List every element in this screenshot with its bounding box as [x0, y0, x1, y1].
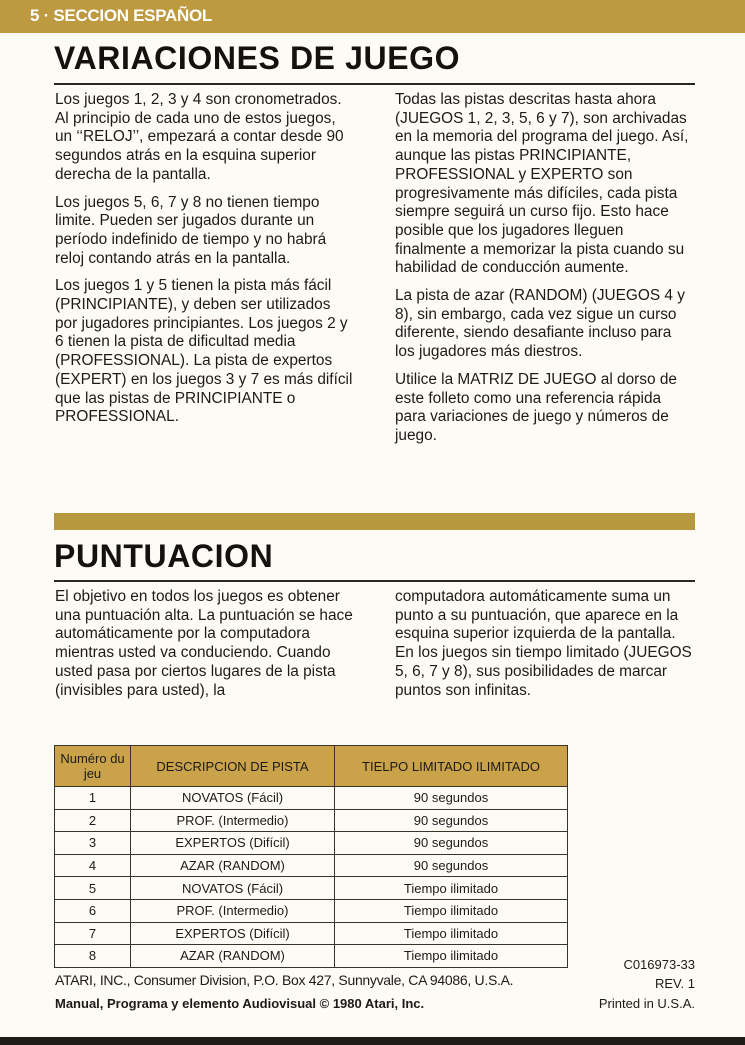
paragraph: computadora automáticamente suma un punto a su puntuación, que aparece en la esquina superior izquierda de la pantalla. En los juegos sin tiempo limitado (JUEGOS 5, 6, 7 y 8), sus posibilidades de marcar puntos son infinitas.	[395, 588, 692, 699]
game-number-cell: 2	[55, 809, 131, 832]
time-limit-cell: 90 segundos	[335, 809, 568, 832]
section-header-bar	[0, 0, 745, 33]
section-divider-band	[54, 513, 695, 530]
paragraph: Los juegos 5, 6, 7 y 8 no tienen tiempo limite. Pueden ser jugados durante un período indefinido de tiempo y no habrá reloj contando atrás en la pantalla.	[55, 193, 327, 267]
time-limit-cell: Tiempo ilimitado	[335, 899, 568, 922]
game-number-cell: 3	[55, 832, 131, 855]
variations-right-column	[395, 91, 695, 455]
game-number-cell: 5	[55, 877, 131, 900]
track-description-cell: EXPERTOS (Difícil)	[131, 922, 335, 945]
paragraph: La pista de azar (RANDOM) (JUEGOS 4 y 8), sin embargo, cada vez sigue un curso diferente, siendo desafiante incluso para los jugadores más diestros.	[395, 287, 685, 361]
track-description-cell: AZAR (RANDOM)	[131, 854, 335, 877]
scoring-heading: PUNTUACION	[54, 538, 274, 574]
printed-in-label: Printed in U.S.A.	[598, 996, 695, 1011]
table-row	[55, 922, 568, 945]
variations-left-column	[55, 91, 355, 436]
time-limit-cell: Tiempo ilimitado	[335, 877, 568, 900]
section-label: 5 · SECCION ESPAÑOL	[30, 6, 212, 25]
game-number-cell: 7	[55, 922, 131, 945]
paragraph: Utilice la MATRIZ DE JUEGO al dorso de este folleto como una referencia rápida para variaciones de juego y números de juego.	[395, 370, 677, 444]
column-header: Numéro du jeu	[55, 746, 131, 787]
table-row	[55, 787, 568, 810]
column-header: TIELPO LIMITADO ILIMITADO	[335, 746, 568, 787]
publisher-address: ATARI, INC., Consumer Division, P.O. Box 427, Sunnyvale, CA 94086, U.S.A.	[55, 972, 514, 988]
scoring-rule	[54, 580, 695, 582]
game-variations-table	[54, 745, 568, 968]
table-row	[55, 945, 568, 968]
track-description-cell: NOVATOS (Fácil)	[131, 877, 335, 900]
time-limit-cell: 90 segundos	[335, 787, 568, 810]
game-number-cell: 4	[55, 854, 131, 877]
time-limit-cell: 90 segundos	[335, 832, 568, 855]
time-limit-cell: Tiempo ilimitado	[335, 922, 568, 945]
scoring-left-column	[55, 588, 360, 709]
track-description-cell: NOVATOS (Fácil)	[131, 787, 335, 810]
track-description-cell: EXPERTOS (Difícil)	[131, 832, 335, 855]
table-row	[55, 854, 568, 877]
game-number-cell: 1	[55, 787, 131, 810]
paragraph: Los juegos 1, 2, 3 y 4 son cronometrados. Al principio de cada uno de estos juegos, un ‘‘RELOJ’’, empezará a contar desde 90 segundos atrás en la esquina superior derecha de la pantalla.	[55, 91, 344, 183]
table-row	[55, 809, 568, 832]
table-row	[55, 877, 568, 900]
paragraph: Todas las pistas descritas hasta ahora (JUEGOS 1, 2, 3, 5, 6 y 7), son archivadas en la memoria del programa del juego. Así, aunque las pistas PRINCIPIANTE, PROFESSIONAL y EXPERTO son progresivamente más difíciles, cada pista siempre seguirá un curso fijo. Esto hace posible que los jugadores lleguen finalmente a memorizar la pista cuando su habilidad de conducción aumente.	[395, 91, 689, 277]
paragraph: El objetivo en todos los juegos es obtener una puntuación alta. La puntuación se hace automáticamente por la computadora mientras usted va conduciendo. Cuando usted pasa por ciertos lugares de la pista (invisibles para usted), la	[55, 588, 353, 699]
table-header-row	[55, 746, 568, 787]
time-limit-cell: Tiempo ilimitado	[335, 945, 568, 968]
paragraph: Los juegos 1 y 5 tienen la pista más fácil (PRINCIPIANTE), y deben ser utilizados por jugadores principiantes. Los juegos 2 y 6 tienen la pista de dificultad media (PROFESSIONAL). La pista de expertos (EXPERT) en los juegos 3 y 7 es más difícil que las pistas de PRINCIPIANTE o PROFESSIONAL.	[55, 277, 353, 426]
track-description-cell: PROF. (Intermedio)	[131, 899, 335, 922]
part-number: C016973-33	[623, 957, 695, 972]
game-number-cell: 8	[55, 945, 131, 968]
bottom-edge-bar	[0, 1037, 745, 1045]
revision-label: REV. 1	[655, 976, 695, 991]
copyright-notice: Manual, Programa y elemento Audiovisual © 1980 Atari, Inc.	[55, 996, 425, 1011]
track-description-cell: PROF. (Intermedio)	[131, 809, 335, 832]
table-row	[55, 832, 568, 855]
variations-heading: VARIACIONES DE JUEGO	[54, 40, 461, 76]
time-limit-cell: 90 segundos	[335, 854, 568, 877]
column-header: DESCRIPCION DE PISTA	[131, 746, 335, 787]
table-row	[55, 899, 568, 922]
game-number-cell: 6	[55, 899, 131, 922]
scoring-right-column	[395, 588, 695, 709]
variations-rule	[54, 83, 695, 85]
track-description-cell: AZAR (RANDOM)	[131, 945, 335, 968]
